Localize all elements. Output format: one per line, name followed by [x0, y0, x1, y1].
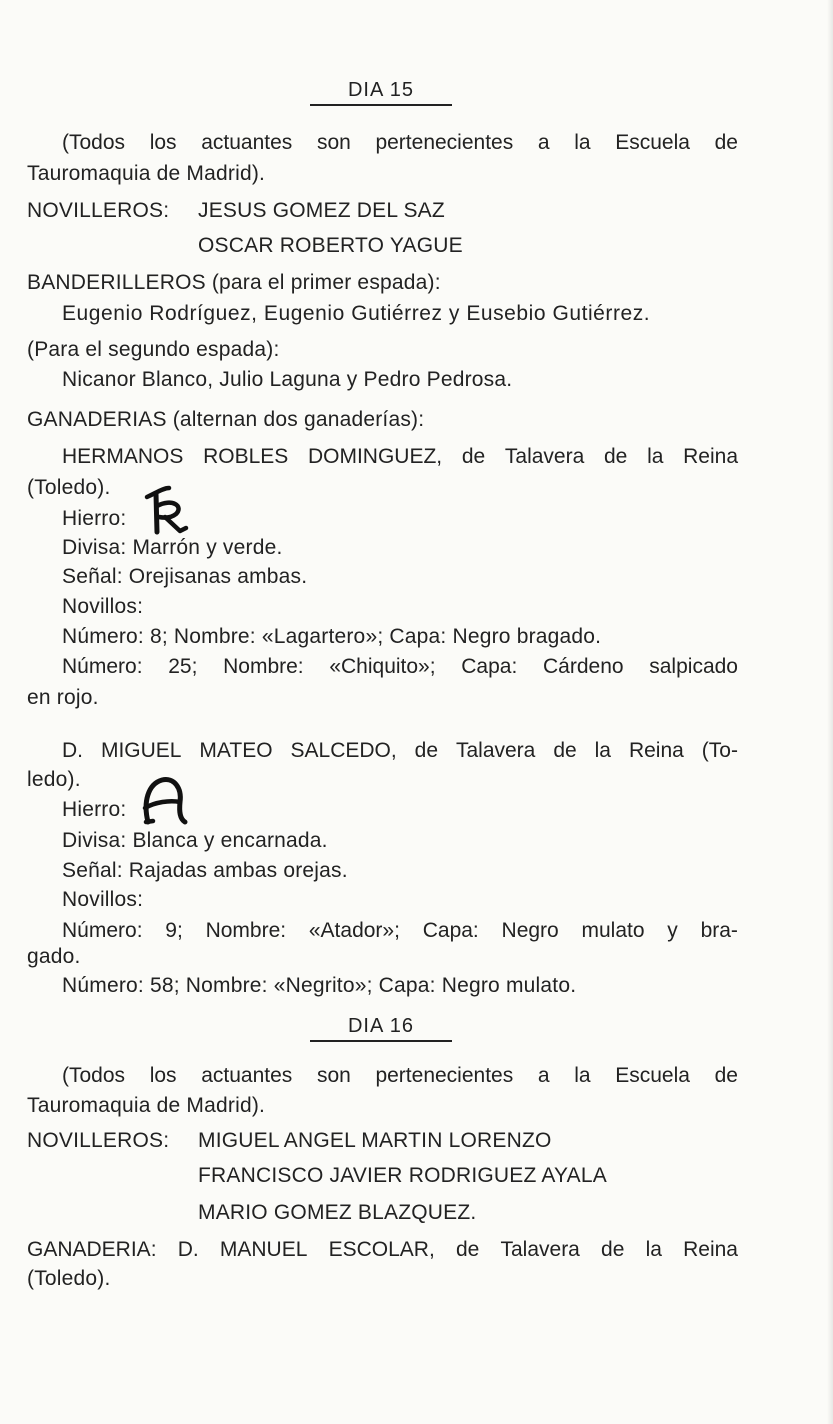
word: D. — [62, 739, 83, 762]
ganaderia-2-name-line-1 — [62, 738, 738, 764]
ganaderia-2-name-line-2: ledo). — [27, 768, 81, 791]
novilleros-label: NOVILLEROS: — [27, 1129, 170, 1152]
word: Negro — [501, 919, 559, 942]
word: SALCEDO, — [290, 739, 397, 762]
word: Nombre: — [223, 655, 304, 678]
novillos-label: Novillos: — [62, 888, 144, 911]
word: «Atador»; — [308, 919, 400, 942]
word: Reina — [683, 445, 738, 468]
word: Cárdeno — [543, 655, 624, 678]
word: actuantes — [201, 1064, 293, 1087]
word: Talavera — [455, 739, 536, 762]
word: ROBLES — [203, 445, 289, 468]
second-espada-label: (Para el segundo espada): — [27, 338, 280, 361]
word: de — [455, 1238, 480, 1261]
heading-underline — [310, 104, 452, 106]
novillero-name: MARIO GOMEZ BLAZQUEZ. — [198, 1201, 477, 1224]
novilleros-label: NOVILLEROS: — [27, 199, 170, 222]
word: Capa: — [461, 655, 518, 678]
ganaderias-label: GANADERIAS (alternan dos ganaderías): — [27, 408, 425, 431]
novillo-entry: Número: 58; Nombre: «Negrito»; Capa: Negro mulato. — [62, 974, 577, 997]
word: pertenecientes — [375, 1064, 514, 1087]
word: son — [316, 1064, 351, 1087]
banderilleros-first: Eugenio Rodríguez, Eugenio Gutiérrez y Eusebio Gutiérrez. — [62, 302, 651, 325]
word: mulato — [581, 919, 645, 942]
senal: Señal: Rajadas ambas orejas. — [62, 859, 348, 882]
word: la — [574, 131, 591, 154]
word: a — [537, 131, 550, 154]
word: de — [414, 739, 439, 762]
word: ESCOLAR, — [328, 1238, 435, 1261]
word: MATEO — [199, 739, 273, 762]
ganaderia-1-name-line-1 — [62, 444, 738, 470]
banderilleros-second: Nicanor Blanco, Julio Laguna y Pedro Pedrosa. — [62, 368, 513, 391]
word: de — [714, 1064, 738, 1087]
word: Nombre: — [205, 919, 287, 942]
word: Reina — [628, 739, 684, 762]
word: Número: — [62, 919, 143, 942]
word: 9; — [165, 919, 183, 942]
novillo-entry-line-2: gado. — [27, 945, 81, 968]
word: «Chiquito»; — [329, 655, 436, 678]
novillo-entry: Número: 8; Nombre: «Lagartero»; Capa: Negro bragado. — [62, 625, 602, 648]
word: la — [647, 445, 664, 468]
word: D. — [177, 1238, 199, 1261]
ganaderia-line-2: (Toledo). — [27, 1267, 111, 1290]
banderilleros-label: BANDERILLEROS (para el primer espada): — [27, 271, 441, 294]
word: son — [316, 131, 351, 154]
word: Escuela — [615, 131, 690, 154]
hierro-label: Hierro: — [62, 507, 127, 530]
word: DOMINGUEZ, — [307, 445, 443, 468]
word: Número: — [62, 655, 143, 678]
word: a — [537, 1064, 550, 1087]
word: los — [149, 131, 177, 154]
hierro-label: Hierro: — [62, 798, 127, 821]
word: Capa: — [422, 919, 479, 942]
word: Reina — [683, 1238, 738, 1261]
heading-underline — [310, 1040, 452, 1042]
word: pertenecientes — [375, 131, 514, 154]
word: la — [574, 1064, 591, 1087]
word: los — [149, 1064, 177, 1087]
word: (Todos — [62, 1064, 126, 1087]
hierro-r-brand-icon — [142, 484, 192, 536]
word: Escuela — [615, 1064, 690, 1087]
novillero-name: MIGUEL ANGEL MARTIN LORENZO — [198, 1129, 552, 1152]
word: MANUEL — [219, 1238, 308, 1261]
word: (To- — [701, 739, 738, 762]
word: la — [594, 739, 611, 762]
word: bra- — [700, 919, 738, 942]
word: MIGUEL — [100, 739, 182, 762]
hierro-a-brand-icon — [140, 772, 192, 828]
novillo-entry-line-2: en rojo. — [27, 686, 99, 709]
word: Talavera — [500, 1238, 580, 1261]
word: de — [553, 739, 577, 762]
day-16-intro-line-2: Tauromaquia de Madrid). — [27, 1094, 266, 1117]
novillo-entry-line-1 — [62, 918, 738, 944]
word: la — [645, 1238, 662, 1261]
divisa: Divisa: Blanca y encarnada. — [62, 829, 328, 852]
word: salpicado — [649, 655, 738, 678]
word: (Todos — [62, 131, 126, 154]
word: de — [714, 131, 738, 154]
day-16-intro-line-1 — [62, 1063, 738, 1089]
word: HERMANOS — [62, 445, 184, 468]
day-15-intro-line-2: Tauromaquia de Madrid). — [27, 162, 266, 185]
novillero-name: FRANCISCO JAVIER RODRIGUEZ AYALA — [198, 1164, 607, 1187]
novillero-name: JESUS GOMEZ DEL SAZ — [198, 199, 445, 222]
day-15-intro-line-1 — [62, 130, 738, 156]
day-15-heading: DIA 15 — [347, 79, 415, 101]
day-16-heading: DIA 16 — [347, 1015, 415, 1037]
word: de — [601, 1238, 625, 1261]
divisa: Divisa: Marrón y verde. — [62, 536, 283, 559]
ganaderia-1-name-line-2: (Toledo). — [27, 476, 111, 499]
word: Talavera — [504, 445, 585, 468]
word: actuantes — [201, 131, 293, 154]
word: y — [667, 919, 678, 942]
page-edge-shadow — [827, 0, 833, 1424]
ganaderia-line-1 — [27, 1237, 738, 1263]
word: GANADERIA: — [27, 1238, 157, 1261]
novillero-name: OSCAR ROBERTO YAGUE — [198, 234, 463, 257]
novillos-label: Novillos: — [62, 595, 144, 618]
word: de — [604, 445, 628, 468]
word: de — [461, 445, 486, 468]
novillo-entry-line-1 — [62, 654, 738, 680]
word: 25; — [168, 655, 198, 678]
senal: Señal: Orejisanas ambas. — [62, 565, 308, 588]
